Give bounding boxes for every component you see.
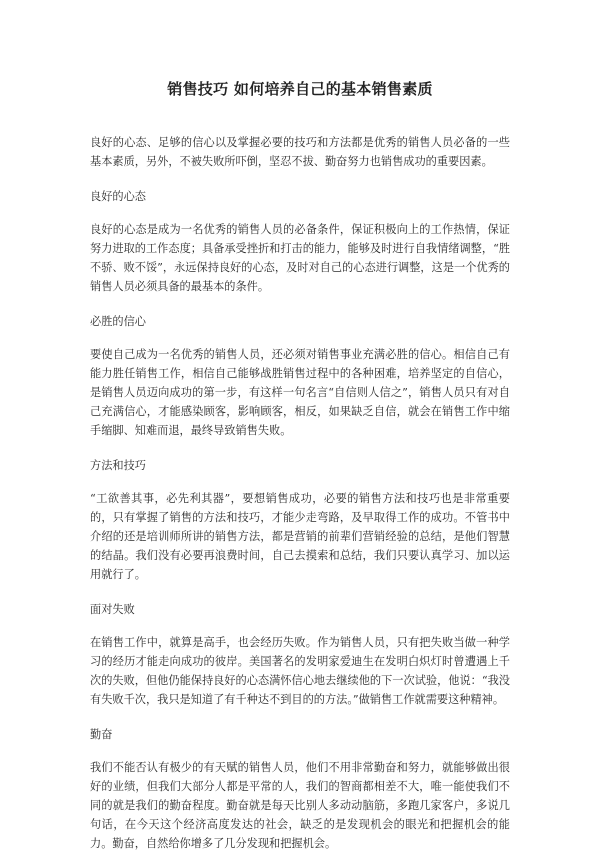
- section-body-failure: 在销售工作中，就算是高手，也会经历失败。作为销售人员，只有把失败当做一种学习的经历才能走向成功的彼岸。美国著名的发明家爱迪生在发明白炽灯时曾遭遇上千次的失败，但他仍能保持良好的心态满怀信心地去继续他的下一次试验，他说：“我没有失败千次，我只是知道了有千种达不到目的的方法。”做销售工作就需要这种精神。: [90, 636, 510, 706]
- section-heading-mindset: 良好的心态: [90, 190, 146, 203]
- section-heading-diligence: 勤奋: [90, 728, 113, 741]
- section-heading-failure: 面对失败: [90, 603, 135, 616]
- intro-paragraph: 良好的心态、足够的信心以及掌握必要的技巧和方法都是优秀的销售人员必备的一些基本素质，另外，不被失败所吓倒，坚忍不拔、勤奋努力也销售成功的重要因素。: [90, 136, 510, 168]
- section-heading-confidence: 必胜的信心: [90, 315, 146, 328]
- section-body-diligence: 我们不能否认有极少的有天赋的销售人员，他们不用非常勤奋和努力，就能够做出很好的业绩，但我们大部分人都是平常的人，我们的智商都相差不大，唯一能使我们不同的就是我们的勤奋程度。勤奋就是每天比别人多动动脑筋，多跑几家客户，多说几句话，在今天这个经济高度发达的社会，缺乏的是发现机会的眼光和把握机会的能力。勤奋，自然给你增多了几分发现和把握机会。: [90, 761, 510, 850]
- section-heading-methods: 方法和技巧: [90, 459, 146, 472]
- section-body-methods: “工欲善其事，必先利其器”，要想销售成功，必要的销售方法和技巧也是非常重要的，只有掌握了销售的方法和技巧，才能少走弯路，及早取得工作的成功。不管书中介绍的还是培训师所讲的销售方法，都是营销的前辈们营销经验的总结，是他们智慧的结晶。我们没有必要再浪费时间，自己去摸索和总结，我们只要认真学习、加以运用就行了。: [90, 492, 510, 581]
- document-title: 销售技巧 如何培养自己的基本销售素质: [167, 80, 433, 98]
- section-body-mindset: 良好的心态是成为一名优秀的销售人员的必备条件，保证积极向上的工作热情，保证努力进取的工作态度；具备承受挫折和打击的能力，能够及时进行自我情绪调整，“胜不骄、败不馁”，永远保持良好的心态，及时对自己的心态进行调整，这是一个优秀的销售人员必须具备的最基本的条件。: [90, 223, 510, 293]
- section-body-confidence: 要使自己成为一名优秀的销售人员，还必须对销售事业充满必胜的信心。相信自己有能力胜任销售工作，相信自己能够战胜销售过程中的各种困难，培养坚定的自信心，是销售人员迈向成功的第一步，有这样一句名言“自信则人信之”，销售人员只有对自己充满信心，才能感染顾客，影响顾客，相反，如果缺乏自信，就会在销售工作中缩手缩脚、知难而退，最终导致销售失败。: [90, 348, 510, 437]
